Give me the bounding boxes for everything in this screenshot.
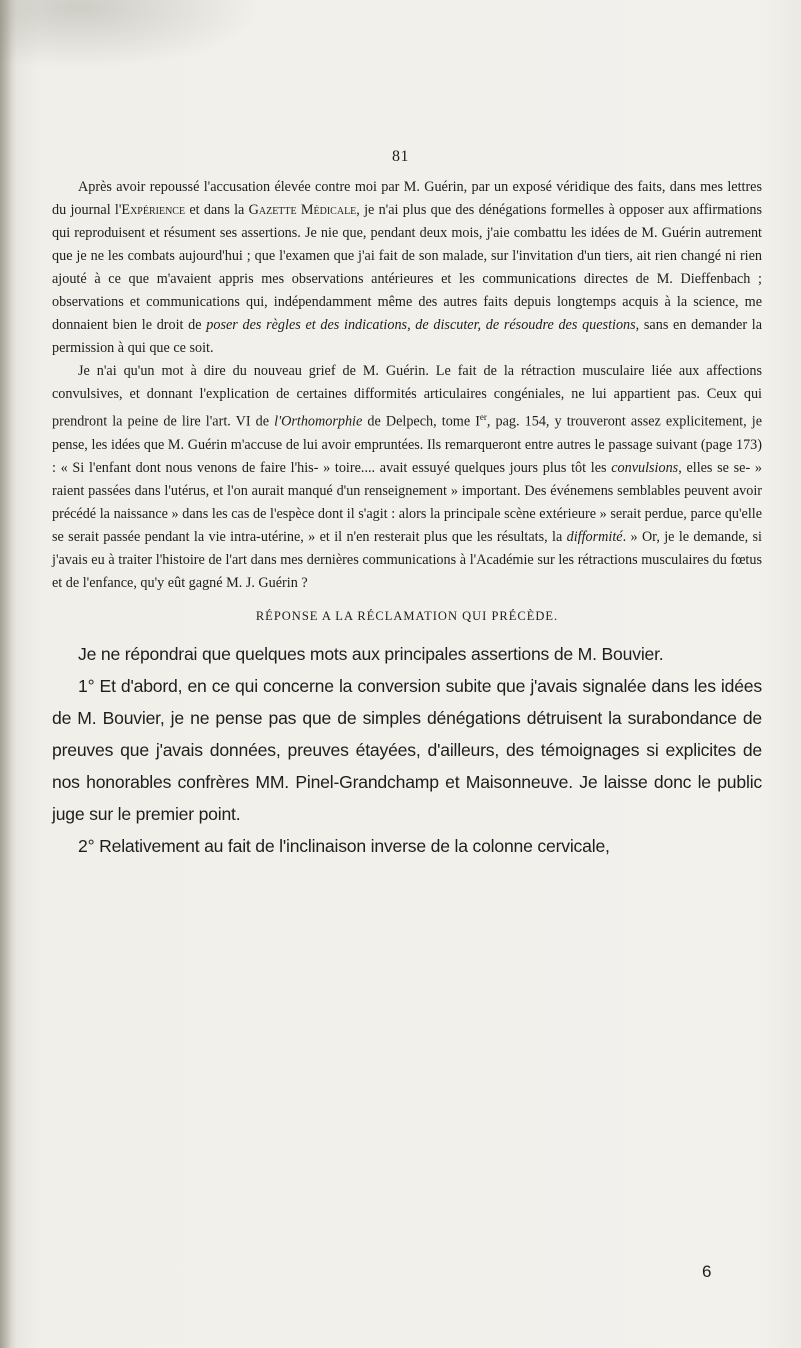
- section-heading: RÉPONSE A LA RÉCLAMATION QUI PRÉCÈDE.: [255, 608, 559, 623]
- binding-shadow: [0, 0, 16, 1348]
- page-number: 81: [392, 148, 409, 165]
- journal-name-experience: Expérience: [121, 202, 186, 218]
- paper-stain: [0, 0, 260, 70]
- letter-paragraph-1: Après avoir repoussé l'accusation élevée contre moi par M. Guérin, par un exposé véridique des faits, dans mes lettres du journal l'Expérience et dans la Gazette Médicale, je n'ai plus que des dénégations formelles à opposer aux affirmations qui reproduisent et résument ses assertions. Je nie que, pendant deux mois, j'aie combattu les idées de M. Guérin autrement que je ne les combats aujourd'hui ; que l'examen que j'ai fait de son malade, sur l'invitation d'un tiers, ait rien changé ni rien ajouté à ce que m'avaient appris mes observations antérieures et les communications directes de M. Dieffenbach ; observations et communications qui, indépendamment même des autres faits depuis longtemps acquis à la science, me donnaient bien le droit de poser des règles et des indications, de discuter, de résoudre des questions, sans en demander la permission à qui que ce soit.: [52, 179, 763, 356]
- response-paragraph-1: Je ne répondrai que quelques mots aux principales assertions de M. Bouvier.: [78, 643, 664, 664]
- book-title: l'Orthomorphie: [274, 413, 363, 430]
- signature-mark: 6: [702, 1262, 712, 1281]
- journal-name-gazette: Gazette Médicale: [248, 202, 357, 218]
- response-paragraph-2: 1° Et d'abord, en ce qui concerne la conversion subite que j'avais signalée dans les idées de M. Bouvier, je ne pense pas que de simples dénégations détruisent la surabondance de preuves que j'avais données, preuves étayées, d'ailleurs, des témoignages si explicites de nos honorables confrères MM. Pinel-Grandchamp et Maisonneuve. Je laisse donc le public juge sur le premier point.: [52, 675, 762, 824]
- response-paragraph-3: 2° Relativement au fait de l'inclinaison inverse de la colonne cervicale,: [78, 835, 610, 856]
- letter-paragraph-2: Je n'ai qu'un mot à dire du nouveau grief de M. Guérin. Le fait de la rétraction musculaire liée aux affections convulsives, et donnant l'explication de certaines difformités articulaires congéniales, ne lui appartient pas. Ceux qui prendront la peine de lire l'art. VI de l'Orthomorphie de Delpech, tome Ier, pag. 154, y trouveront assez explicitement, je pense, les idées que M. Guérin m'accuse de lui avoir empruntées. Ils remarqueront entre autres le passage suivant (page 173) : « Si l'enfant dont nous venons de faire l'his- » toire.... avait essuyé quelques jours plus tôt les convulsions, elles se se- » raient passées dans l'utérus, et l'on aurait manqué d'un renseignement » important. Des événemens semblables peuvent avoir précédé la naissance » dans les cas de l'espèce dont il s'agit : alors la principale scène extérieure » serait perdue, parce qu'elle se serait passée pendant la vie intra-utérine, » et il n'en resterait plus que les résultats, la difformité. » Or, je le demande, si j'avais eu à traiter l'histoire de l'art dans mes dernières communications à l'Académie sur les rétractions musculaires du fœtus et de l'enfance, qu'y eût gagné M. J. Guérin ?: [52, 363, 762, 591]
- page-body: [52, 176, 762, 862]
